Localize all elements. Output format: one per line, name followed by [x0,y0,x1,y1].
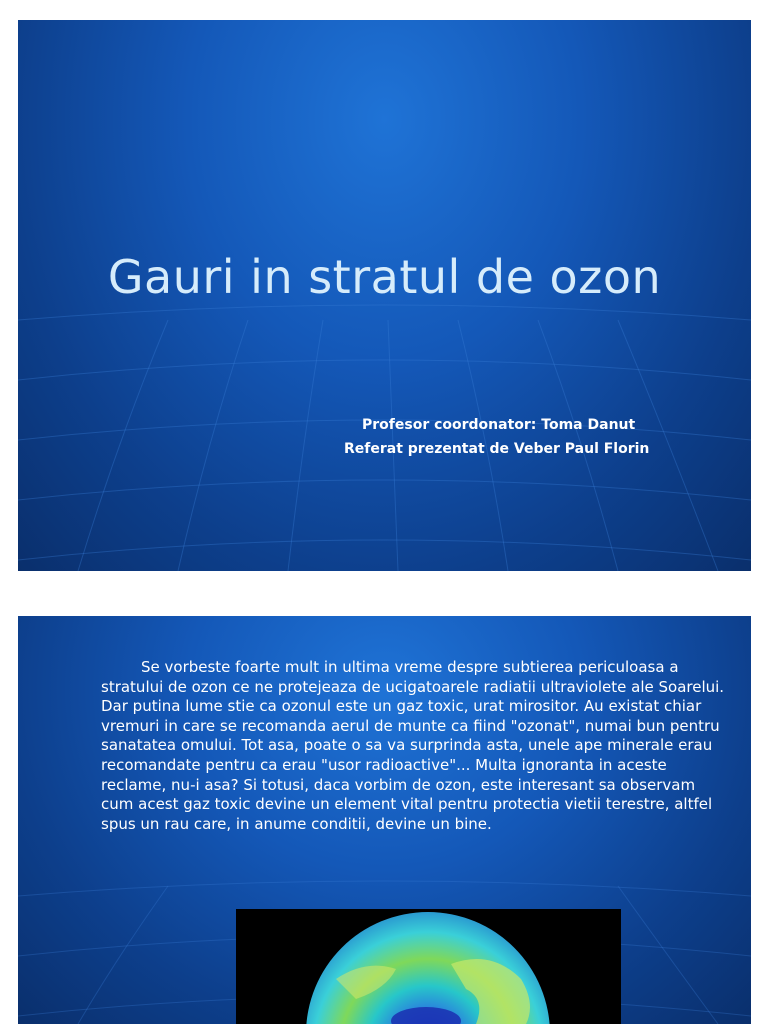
globe-icon [236,909,621,1024]
ozone-globe-image [236,909,621,1024]
title-slide [18,20,751,571]
body-paragraph: Se vorbeste foarte mult in ultima vreme despre subtierea periculoasa a stratului de ozon ce ne protejeaza de ucigatoarele radiatii ultraviolete ale Soarelui. Dar putina lume stie ca ozonul este un gaz toxic, urat mirositor. Au existat chiar vremuri in care se recomanda aerul de munte ca fiind "ozonat", numai bun pentru sanatatea omului. Tot asa, poate o sa va surprinda asta, unele ape minerale erau recomandate pentru ca erau "usor radioactive"... Multa ignoranta in aceste reclame, nu-i asa? Si totusi, daca vorbim de ozon, este interesant sa observam cum acest gaz toxic devine un element vital pentru protectia vietii terestre, altfel spus un rau care, in anume conditii, devine un bine. [101,658,725,833]
coordinator-credit: Profesor coordonator: Toma Danut [362,417,636,433]
content-slide [18,616,751,1024]
slide-title: Gauri in stratul de ozon [107,250,662,304]
presenter-credit: Referat prezentat de Veber Paul Florin [344,441,650,457]
